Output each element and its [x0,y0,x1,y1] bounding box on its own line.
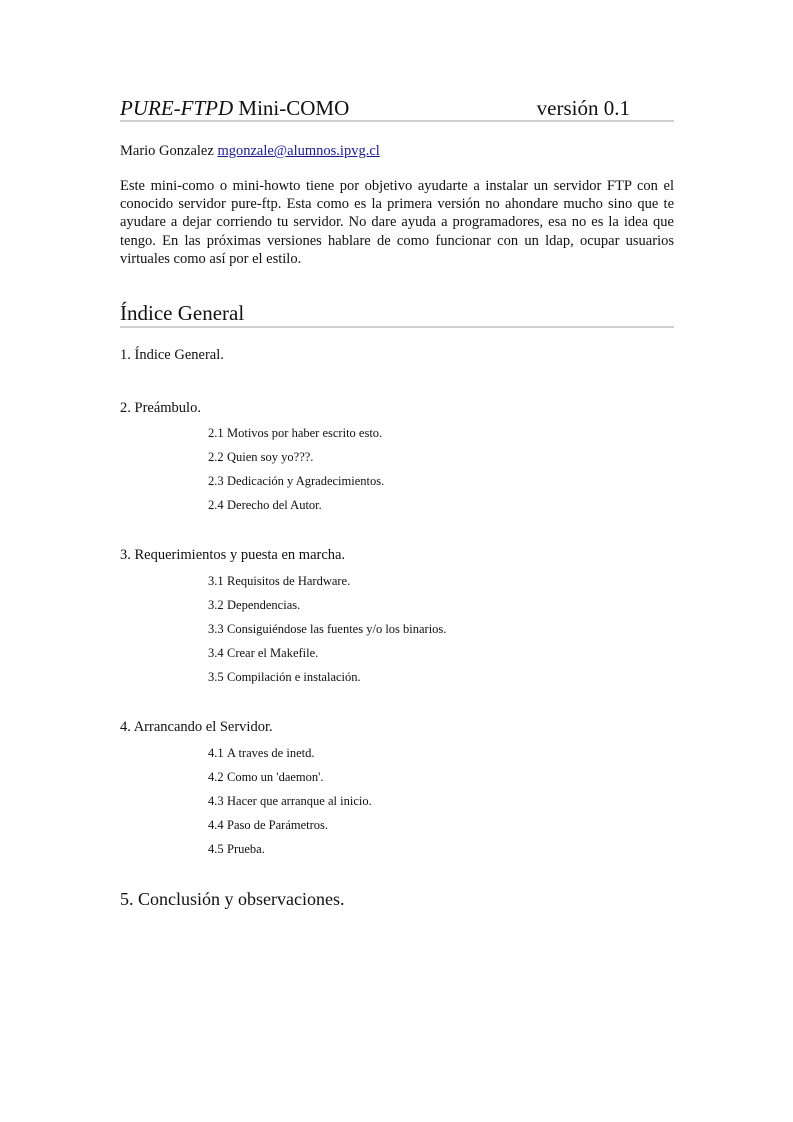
toc-item-4-4 [208,817,328,833]
document-title [120,95,349,121]
toc-item-label: Quien soy yo???. [227,450,314,464]
intro-paragraph: Este mini-como o mini-howto tiene por objetivo ayudarte a instalar un servidor FTP con el conocido servidor pure-ftp. Esta como es la primera versión no ahondare mucho sino que te ayudare a dejar corriendo tu servidor. No dare ayuda a programadores, esa no es la idea que tengo. En las próximas versiones hablare de como funcionar con un ldap, ocupar usuarios virtuales como así por el estilo. [120,178,674,267]
toc-item-2-1 [208,425,382,441]
toc-item-label: Motivos por haber escrito esto. [227,426,383,440]
author-name: Mario Gonzalez [120,143,214,159]
toc-section-5: 5. Conclusión y observaciones. [120,889,345,909]
toc-item-label: Hacer que arranque al inicio. [227,794,372,808]
toc-item-number: 4.3 [208,794,224,808]
toc-item-label: Compilación e instalación. [227,670,361,684]
toc-section-4: 4. Arrancando el Servidor. [120,719,273,735]
toc-item-label: Dedicación y Agradecimientos. [227,474,385,488]
title-suffix: Mini-COMO [233,96,350,120]
toc-item-label: Prueba. [227,842,265,856]
toc-item-4-5 [208,841,265,857]
toc-item-label: Paso de Parámetros. [227,818,329,832]
author-email-link[interactable]: mgonzale@alumnos.ipvg.cl [217,143,380,159]
document-header [120,95,674,121]
toc-item-number: 3.4 [208,646,224,660]
toc-item-number: 3.5 [208,670,224,684]
toc-item-4-1 [208,745,314,761]
toc-item-number: 4.5 [208,842,224,856]
toc-item-number: 2.4 [208,498,224,512]
toc-item-label: Consiguiéndose las fuentes y/o los binarios. [227,622,447,636]
toc-item-label: Dependencias. [227,598,301,612]
toc-item-2-3 [208,473,384,489]
toc-item-3-4 [208,645,318,661]
toc-section-1: 1. Índice General. [120,347,224,363]
toc-item-2-2 [208,449,313,465]
toc-item-4-2 [208,769,324,785]
header-rule [120,120,674,122]
toc-item-4-3 [208,793,372,809]
toc-item-number: 3.2 [208,598,224,612]
toc-item-number: 2.1 [208,426,224,440]
toc-item-number: 4.1 [208,746,224,760]
toc-item-3-3 [208,621,446,637]
toc-item-3-5 [208,669,361,685]
toc-item-2-4 [208,497,322,513]
toc-item-number: 2.2 [208,450,224,464]
toc-section-3: 3. Requerimientos y puesta en marcha. [120,547,346,563]
index-rule [120,326,674,328]
toc-item-label: Crear el Makefile. [227,646,319,660]
toc-item-label: Como un 'daemon'. [227,770,324,784]
toc-item-number: 3.3 [208,622,224,636]
toc-item-label: Derecho del Autor. [227,498,322,512]
toc-item-label: Requisitos de Hardware. [227,574,351,588]
toc-item-number: 2.3 [208,474,224,488]
toc-item-3-1 [208,573,350,589]
toc-item-label: A traves de inetd. [227,746,315,760]
index-title: Índice General [120,301,245,325]
toc-item-number: 4.2 [208,770,224,784]
title-product: PURE-FTPD [120,96,234,120]
toc-section-2: 2. Preámbulo. [120,400,201,416]
toc-item-3-2 [208,597,300,613]
toc-item-number: 4.4 [208,818,224,832]
author-line [120,142,380,160]
document-version: versión 0.1 [536,96,630,120]
toc-item-number: 3.1 [208,574,224,588]
